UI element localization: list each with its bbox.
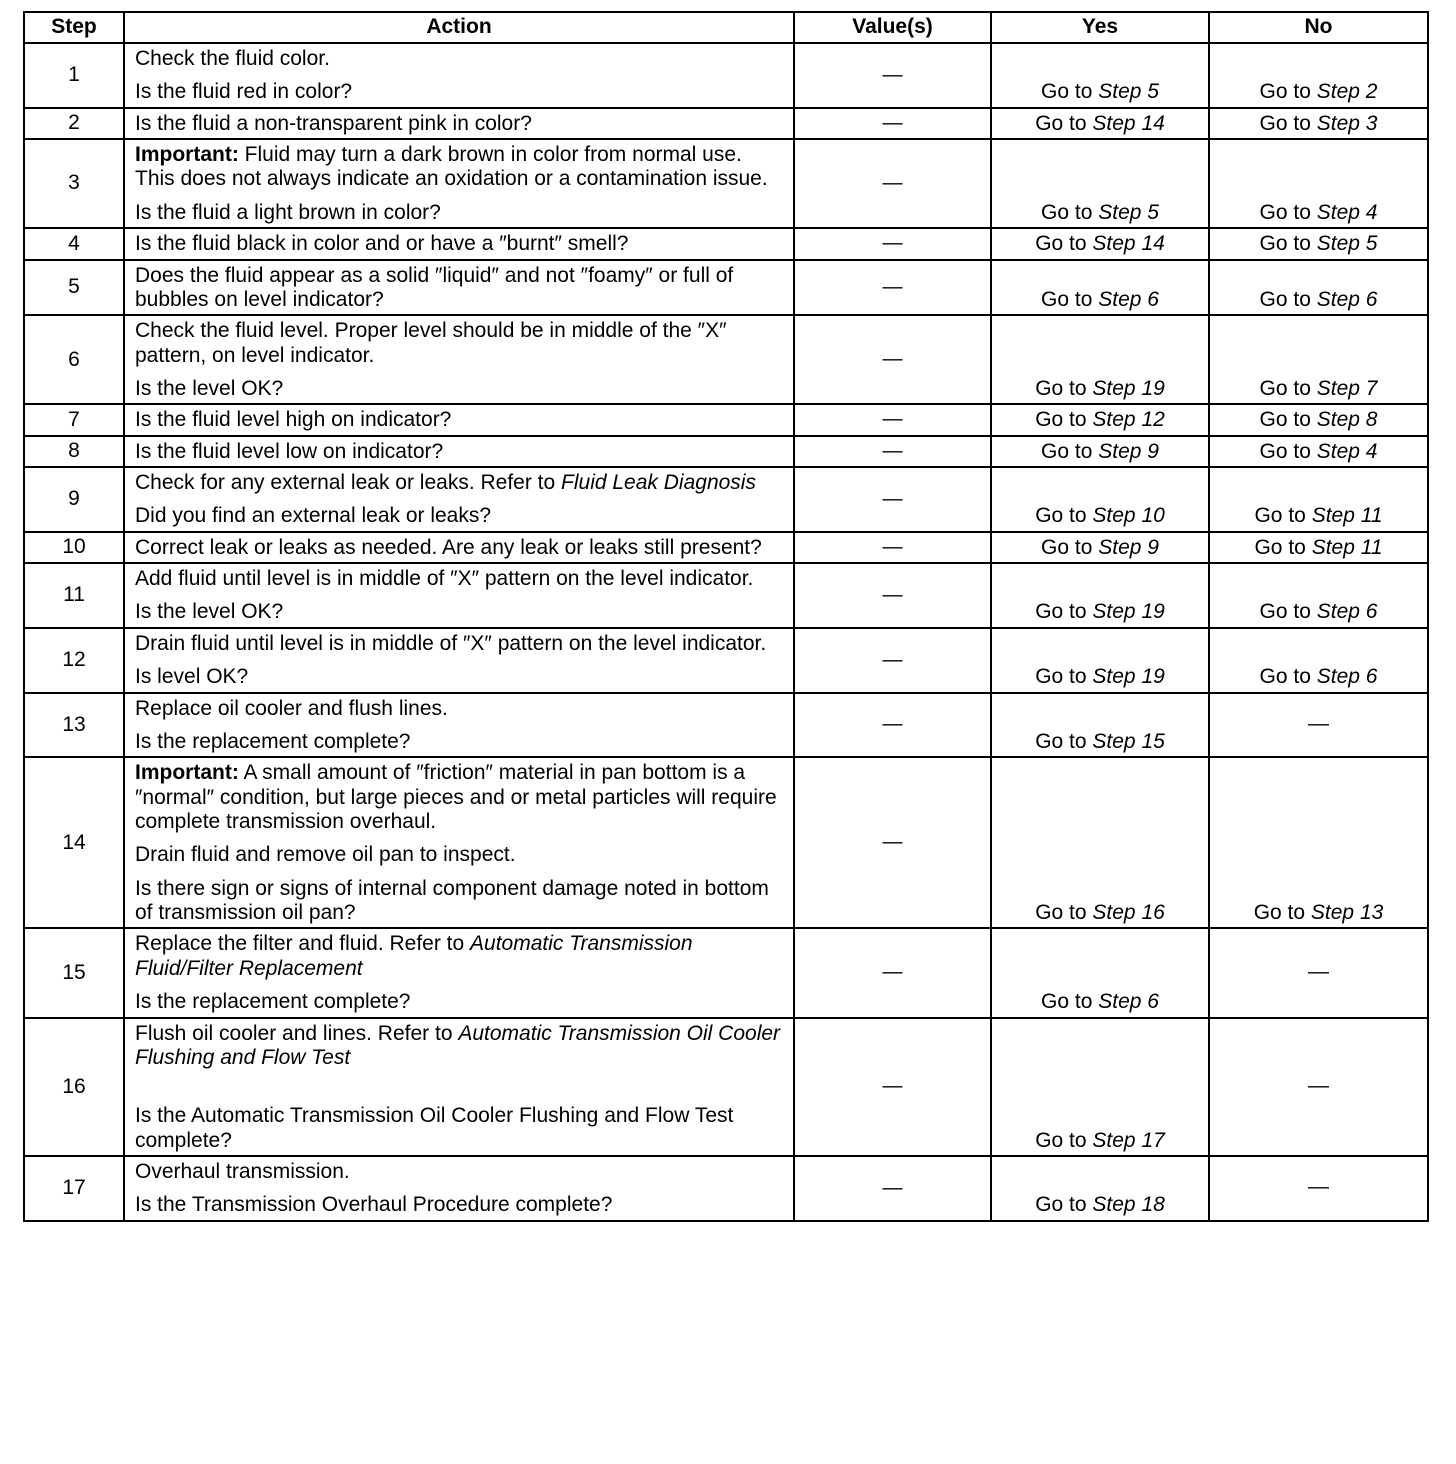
action-paragraph (135, 80, 783, 104)
action-text: Is the Transmission Overhaul Procedure complete? (135, 1193, 613, 1217)
action-text: Check for any external leak or leaks. Refer to (135, 471, 562, 495)
goto-prefix: Go to (1035, 376, 1087, 400)
yes-outcome (991, 693, 1209, 758)
table-row (24, 1156, 1428, 1221)
action-text: Flush oil cooler and lines. Refer to (135, 1021, 459, 1045)
goto-step-link[interactable]: Step 13 (1310, 901, 1384, 925)
goto-prefix: Go to (1259, 200, 1311, 224)
header-action: Action (124, 12, 794, 43)
action-paragraph (135, 697, 783, 721)
step-number: 16 (24, 1018, 124, 1156)
goto-step-link[interactable]: Step 4 (1316, 439, 1378, 463)
table-row (24, 404, 1428, 435)
action-cell (124, 532, 794, 563)
yes-outcome (991, 228, 1209, 259)
value-cell: — (794, 436, 991, 467)
goto-prefix: Go to (1259, 287, 1311, 311)
step-number: 7 (24, 404, 124, 435)
goto-prefix: Go to (1041, 200, 1093, 224)
goto-step-link[interactable]: Step 8 (1316, 408, 1378, 432)
action-cell (124, 315, 794, 404)
action-paragraph (135, 1160, 783, 1184)
no-outcome (1209, 693, 1428, 758)
header-yes: Yes (991, 12, 1209, 43)
action-paragraph (135, 408, 783, 432)
goto-prefix: Go to (1035, 665, 1087, 689)
step-number: 13 (24, 693, 124, 758)
goto-prefix: Go to (1259, 439, 1311, 463)
yes-outcome (991, 563, 1209, 628)
goto-prefix: Go to (1035, 1128, 1087, 1152)
action-paragraph (135, 201, 783, 225)
header-step: Step (24, 12, 124, 43)
goto-prefix: Go to (1259, 111, 1311, 135)
value-cell: — (794, 108, 991, 139)
action-text: Did you find an external leak or leaks? (135, 504, 492, 528)
action-text: Is the fluid a light brown in color? (135, 200, 441, 224)
table-row (24, 563, 1428, 628)
action-text: Is the fluid black in color and or have a ″burnt″ smell? (135, 232, 629, 256)
value-cell: — (794, 315, 991, 404)
action-paragraph (135, 1022, 783, 1071)
table-row (24, 43, 1428, 108)
action-paragraph (135, 471, 783, 495)
goto-step-link[interactable]: Step 14 (1092, 232, 1165, 256)
goto-step-link[interactable]: Step 6 (1316, 600, 1378, 624)
action-text: Is the level OK? (135, 376, 284, 400)
goto-prefix: Go to (1259, 600, 1311, 624)
yes-outcome (991, 467, 1209, 532)
no-outcome (1209, 757, 1428, 928)
yes-outcome (991, 260, 1209, 316)
action-cell (124, 436, 794, 467)
yes-outcome (991, 139, 1209, 228)
goto-step-link[interactable]: Step 17 (1092, 1128, 1165, 1152)
step-number: 5 (24, 260, 124, 316)
action-paragraph (135, 319, 783, 368)
table-row (24, 628, 1428, 693)
action-paragraph (135, 567, 783, 591)
value-cell: — (794, 260, 991, 316)
action-text: Is the fluid level low on indicator? (135, 439, 444, 463)
action-cell (124, 1156, 794, 1221)
action-text: Drain fluid and remove oil pan to inspect. (135, 843, 516, 867)
goto-step-link[interactable]: Step 19 (1092, 665, 1165, 689)
action-paragraph (135, 1104, 783, 1153)
goto-prefix: Go to (1035, 901, 1087, 925)
goto-prefix: Go to (1259, 232, 1311, 256)
goto-step-link[interactable]: Step 19 (1092, 376, 1165, 400)
table-row (24, 928, 1428, 1017)
goto-prefix: Go to (1259, 408, 1311, 432)
action-paragraph (135, 665, 783, 689)
goto-step-link[interactable]: Step 2 (1316, 80, 1378, 104)
step-number: 4 (24, 228, 124, 259)
action-cell (124, 757, 794, 928)
yes-outcome (991, 1156, 1209, 1221)
goto-step-link[interactable]: Step 11 (1311, 504, 1383, 528)
table-row (24, 139, 1428, 228)
step-number: 6 (24, 315, 124, 404)
no-outcome (1209, 315, 1428, 404)
step-number: 11 (24, 563, 124, 628)
action-paragraph (135, 932, 783, 981)
action-paragraph (135, 377, 783, 401)
value-cell: — (794, 757, 991, 928)
action-text: Is the fluid a non-transparent pink in color? (135, 111, 532, 135)
goto-step-link[interactable]: Step 5 (1098, 80, 1159, 104)
action-cell (124, 228, 794, 259)
step-number: 14 (24, 757, 124, 928)
action-paragraph (135, 843, 783, 867)
action-paragraph (135, 632, 783, 656)
no-outcome (1209, 928, 1428, 1017)
goto-step-link[interactable]: Step 6 (1316, 287, 1378, 311)
action-paragraph (135, 536, 783, 560)
no-outcome (1209, 563, 1428, 628)
step-number: 15 (24, 928, 124, 1017)
action-text: Drain fluid until level is in middle of ″X″ pattern on the level indicator. (135, 631, 767, 655)
header-values: Value(s) (794, 12, 991, 43)
value-cell: — (794, 928, 991, 1017)
action-cell (124, 563, 794, 628)
no-outcome (1209, 404, 1428, 435)
goto-step-link[interactable]: Step 19 (1092, 600, 1165, 624)
goto-prefix: Go to (1253, 901, 1306, 925)
action-paragraph (135, 877, 783, 926)
no-outcome-dash: — (1308, 959, 1329, 983)
goto-step-link[interactable]: Step 16 (1092, 901, 1165, 925)
diagnostic-table-sheet (23, 11, 1427, 1222)
no-outcome (1209, 467, 1428, 532)
action-paragraph (135, 264, 783, 313)
no-outcome (1209, 43, 1428, 108)
goto-prefix: Go to (1035, 600, 1087, 624)
yes-outcome (991, 43, 1209, 108)
goto-step-link[interactable]: Step 10 (1092, 504, 1165, 528)
table-row (24, 532, 1428, 563)
goto-prefix: Go to (1035, 504, 1087, 528)
value-cell: — (794, 467, 991, 532)
value-cell: — (794, 1156, 991, 1221)
action-paragraph (135, 143, 783, 192)
goto-prefix: Go to (1041, 990, 1093, 1014)
goto-step-link[interactable]: Step 7 (1316, 376, 1378, 400)
value-cell: — (794, 404, 991, 435)
goto-step-link[interactable]: Step 11 (1311, 535, 1383, 559)
step-number: 17 (24, 1156, 124, 1221)
yes-outcome (991, 532, 1209, 563)
action-text: Replace the filter and fluid. Refer to (135, 932, 471, 956)
goto-step-link[interactable]: Step 15 (1092, 729, 1165, 753)
value-cell: — (794, 532, 991, 563)
table-row (24, 467, 1428, 532)
goto-step-link[interactable]: Step 5 (1098, 200, 1159, 224)
no-outcome (1209, 628, 1428, 693)
yes-outcome (991, 1018, 1209, 1156)
no-outcome-dash: — (1308, 711, 1329, 735)
action-paragraph (135, 600, 783, 624)
value-cell: — (794, 563, 991, 628)
action-cell (124, 108, 794, 139)
action-cell (124, 1018, 794, 1156)
action-text: Is the level OK? (135, 600, 284, 624)
action-cell (124, 139, 794, 228)
goto-step-link[interactable]: Step 14 (1092, 111, 1165, 135)
action-cell (124, 404, 794, 435)
action-text: A small amount of ″friction″ material in pan bottom is a ″normal″ condition, but large pieces and or metal particles will require complete transmission overhaul. (135, 761, 777, 833)
no-outcome (1209, 228, 1428, 259)
table-row (24, 1018, 1428, 1156)
table-row (24, 315, 1428, 404)
action-text: Correct leak or leaks as needed. Are any leak or leaks still present? (135, 535, 762, 559)
no-outcome (1209, 436, 1428, 467)
goto-prefix: Go to (1259, 376, 1311, 400)
action-text: Is the replacement complete? (135, 990, 411, 1014)
action-paragraph (135, 761, 783, 834)
goto-prefix: Go to (1035, 729, 1087, 753)
no-outcome (1209, 1156, 1428, 1221)
step-number: 12 (24, 628, 124, 693)
table-body (24, 43, 1428, 1221)
no-outcome-dash: — (1308, 1073, 1329, 1097)
step-number: 8 (24, 436, 124, 467)
step-number: 9 (24, 467, 124, 532)
action-text: Check the fluid color. (135, 47, 330, 70)
action-text: Check the fluid level. Proper level should be in middle of the ″X″ pattern, on level indicator. (135, 319, 727, 367)
step-number: 1 (24, 43, 124, 108)
action-cell (124, 260, 794, 316)
goto-step-link[interactable]: Step 6 (1098, 287, 1159, 311)
table-row (24, 436, 1428, 467)
yes-outcome (991, 404, 1209, 435)
action-cell (124, 43, 794, 108)
goto-step-link[interactable]: Step 3 (1316, 111, 1378, 135)
goto-step-link[interactable]: Step 18 (1092, 1193, 1165, 1217)
action-text: Overhaul transmission. (135, 1159, 350, 1183)
action-paragraph (135, 1193, 783, 1217)
goto-prefix: Go to (1259, 665, 1311, 689)
goto-step-link[interactable]: Step 12 (1092, 408, 1165, 432)
table-row (24, 693, 1428, 758)
reference-link[interactable]: Fluid Leak Diagnosis (561, 471, 756, 495)
step-number: 3 (24, 139, 124, 228)
no-outcome-dash: — (1308, 1175, 1329, 1199)
action-paragraph (135, 990, 783, 1014)
action-text: Is the fluid red in color? (135, 80, 353, 104)
value-cell: — (794, 228, 991, 259)
no-outcome (1209, 1018, 1428, 1156)
important-label: Important: (135, 143, 239, 167)
action-paragraph (135, 730, 783, 754)
action-cell (124, 693, 794, 758)
goto-step-link[interactable]: Step 9 (1098, 439, 1159, 463)
action-text: Fluid may turn a dark brown in color from normal use. This does not always indicate an oxidation or a contamination issue. (135, 143, 768, 191)
reference-link[interactable]: Automatic Transmission Oil Cooler Flushing and Flow Test (135, 1021, 781, 1069)
goto-prefix: Go to (1254, 504, 1306, 528)
action-paragraph (135, 47, 783, 71)
action-cell (124, 628, 794, 693)
action-cell (124, 928, 794, 1017)
table-row (24, 108, 1428, 139)
action-text: Is there sign or signs of internal component damage noted in bottom of transmission oil pan? (135, 876, 769, 925)
goto-step-link[interactable]: Step 6 (1098, 990, 1159, 1014)
goto-prefix: Go to (1035, 1193, 1087, 1217)
action-text: Is the Automatic Transmission Oil Cooler Flushing and Flow Test complete? (135, 1104, 734, 1152)
header-no: No (1209, 12, 1428, 43)
yes-outcome (991, 315, 1209, 404)
value-cell: — (794, 693, 991, 758)
goto-prefix: Go to (1254, 535, 1306, 559)
goto-prefix: Go to (1041, 287, 1093, 311)
no-outcome (1209, 108, 1428, 139)
important-label: Important: (135, 761, 239, 785)
goto-prefix: Go to (1259, 80, 1311, 104)
table-row (24, 228, 1428, 259)
value-cell: — (794, 1018, 991, 1156)
action-text: Is the replacement complete? (135, 729, 411, 753)
no-outcome (1209, 532, 1428, 563)
action-text: Is level OK? (135, 665, 249, 689)
goto-prefix: Go to (1041, 535, 1093, 559)
table-row (24, 757, 1428, 928)
reference-link[interactable]: Automatic Transmission Fluid/Filter Replacement (135, 932, 693, 980)
action-paragraph (135, 440, 783, 464)
no-outcome (1209, 139, 1428, 228)
step-number: 10 (24, 532, 124, 563)
action-text: Replace oil cooler and flush lines. (135, 696, 448, 720)
yes-outcome (991, 757, 1209, 928)
step-number: 2 (24, 108, 124, 139)
action-cell (124, 467, 794, 532)
diagnostic-table (23, 11, 1429, 1222)
yes-outcome (991, 436, 1209, 467)
value-cell: — (794, 628, 991, 693)
goto-step-link[interactable]: Step 9 (1098, 535, 1159, 559)
goto-prefix: Go to (1035, 111, 1087, 135)
goto-step-link[interactable]: Step 4 (1316, 200, 1378, 224)
action-text: Add fluid until level is in middle of ″X″ pattern on the level indicator. (135, 567, 754, 591)
goto-prefix: Go to (1035, 232, 1087, 256)
value-cell: — (794, 43, 991, 108)
action-paragraph (135, 504, 783, 528)
no-outcome (1209, 260, 1428, 316)
goto-prefix: Go to (1041, 80, 1093, 104)
table-row (24, 260, 1428, 316)
goto-prefix: Go to (1041, 439, 1093, 463)
action-paragraph (135, 112, 783, 136)
yes-outcome (991, 108, 1209, 139)
value-cell: — (794, 139, 991, 228)
action-text: Is the fluid level high on indicator? (135, 408, 452, 432)
action-paragraph (135, 232, 783, 256)
action-text: Does the fluid appear as a solid ″liquid″ and not ″foamy″ or full of bubbles on level indicator? (135, 263, 734, 311)
yes-outcome (991, 628, 1209, 693)
goto-step-link[interactable]: Step 6 (1316, 665, 1378, 689)
header-row (24, 12, 1428, 43)
yes-outcome (991, 928, 1209, 1017)
goto-step-link[interactable]: Step 5 (1316, 232, 1378, 256)
goto-prefix: Go to (1035, 408, 1087, 432)
